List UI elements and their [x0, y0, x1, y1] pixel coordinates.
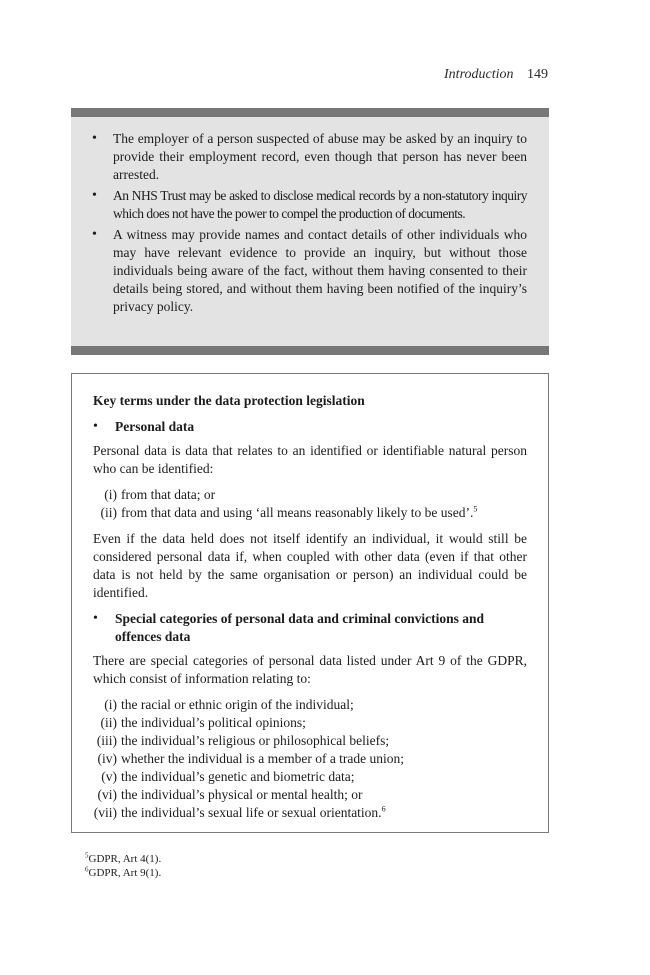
list-number: (iii) — [96, 733, 117, 748]
footnote-ref: 5 — [473, 504, 478, 514]
list-item — [93, 750, 527, 768]
bullet-icon: • — [92, 227, 97, 242]
list-item — [93, 786, 527, 804]
bullet-icon: • — [93, 419, 98, 434]
special-categories-intro: There are special categories of personal data listed under Art 9 of the GDPR, which consist of information relating to: — [93, 653, 527, 686]
running-header — [444, 67, 548, 83]
list-item-text: the individual’s physical or mental health; or — [121, 787, 363, 802]
bullet-icon: • — [92, 131, 97, 146]
list-item-text: the racial or ethnic origin of the individual; — [121, 697, 354, 712]
list-item — [93, 486, 527, 504]
example-list — [71, 117, 549, 316]
list-item-text: A witness may provide names and contact details of other individuals who may have relevant evidence to provide an inquiry, but without those individuals being aware of the fact, without them having consented to their details being stored, and without them having been notified of the inquiry’s privacy policy. — [113, 227, 527, 314]
footnote-ref: 6 — [381, 804, 386, 814]
list-number: (iv) — [97, 751, 117, 766]
list-item-text: The employer of a person suspected of abuse may be asked by an inquiry to provide their employment record, even though that person has never been arrested. — [113, 131, 527, 182]
list-number: (i) — [104, 487, 117, 502]
footnote-text: GDPR, Art 4(1). — [88, 853, 162, 865]
footnote-text: GDPR, Art 9(1). — [88, 867, 162, 879]
list-number: (vii) — [93, 805, 117, 820]
personal-data-list — [93, 486, 527, 522]
key-terms-box — [71, 373, 549, 833]
list-item-text: from that data; or — [121, 487, 216, 502]
personal-data-intro: Personal data is data that relates to an identified or identifiable natural person who can be identified: — [93, 443, 527, 476]
personal-data-heading — [93, 418, 527, 436]
list-number: (vi) — [97, 787, 117, 802]
list-item-text: the individual’s genetic and biometric data; — [121, 769, 355, 784]
list-item-text: An NHS Trust may be asked to disclose medical records by a non-statutory inquiry which does not have the power to compel the production of documents. — [113, 188, 527, 221]
list-item — [93, 504, 527, 522]
list-item — [93, 804, 527, 822]
special-categories-list — [93, 696, 527, 822]
footnote — [85, 852, 161, 866]
special-categories-title: Special categories of personal data and criminal convictions and offences data — [115, 611, 484, 644]
list-item — [93, 768, 527, 786]
list-item-text: the individual’s religious or philosophical beliefs; — [121, 733, 390, 748]
footnote-mark: 6 — [85, 865, 89, 874]
list-item — [92, 187, 527, 223]
personal-data-note: Even if the data held does not itself identify an individual, it would still be considered personal data if, when coupled with other data (even if that other data is not held by the same organisation or person) an individual could be identified. — [93, 531, 527, 600]
list-item-text: the individual’s sexual life or sexual orientation. — [121, 805, 382, 820]
list-item — [93, 732, 527, 750]
list-item — [92, 226, 527, 316]
list-item — [92, 130, 527, 184]
footnotes — [85, 852, 161, 880]
list-number: (ii) — [100, 715, 117, 730]
list-item-text: whether the individual is a member of a trade union; — [121, 751, 405, 766]
key-terms-heading: Key terms under the data protection legislation — [93, 393, 365, 408]
list-item-text: the individual’s political opinions; — [121, 715, 306, 730]
footnote-mark: 5 — [85, 851, 89, 860]
bullet-icon: • — [93, 611, 98, 626]
special-categories-heading — [93, 610, 527, 646]
footnote — [85, 866, 161, 880]
bullet-icon: • — [92, 188, 97, 203]
list-item — [93, 696, 527, 714]
list-item — [93, 714, 527, 732]
shaded-example-box — [71, 108, 549, 355]
list-item-text: from that data and using ‘all means reasonably likely to be used’. — [121, 505, 474, 520]
list-number: (i) — [104, 697, 117, 712]
list-number: (ii) — [100, 505, 117, 520]
personal-data-title: Personal data — [115, 419, 195, 434]
page-number: 149 — [527, 67, 548, 82]
list-number: (v) — [101, 769, 117, 784]
running-header-title: Introduction — [444, 67, 514, 82]
